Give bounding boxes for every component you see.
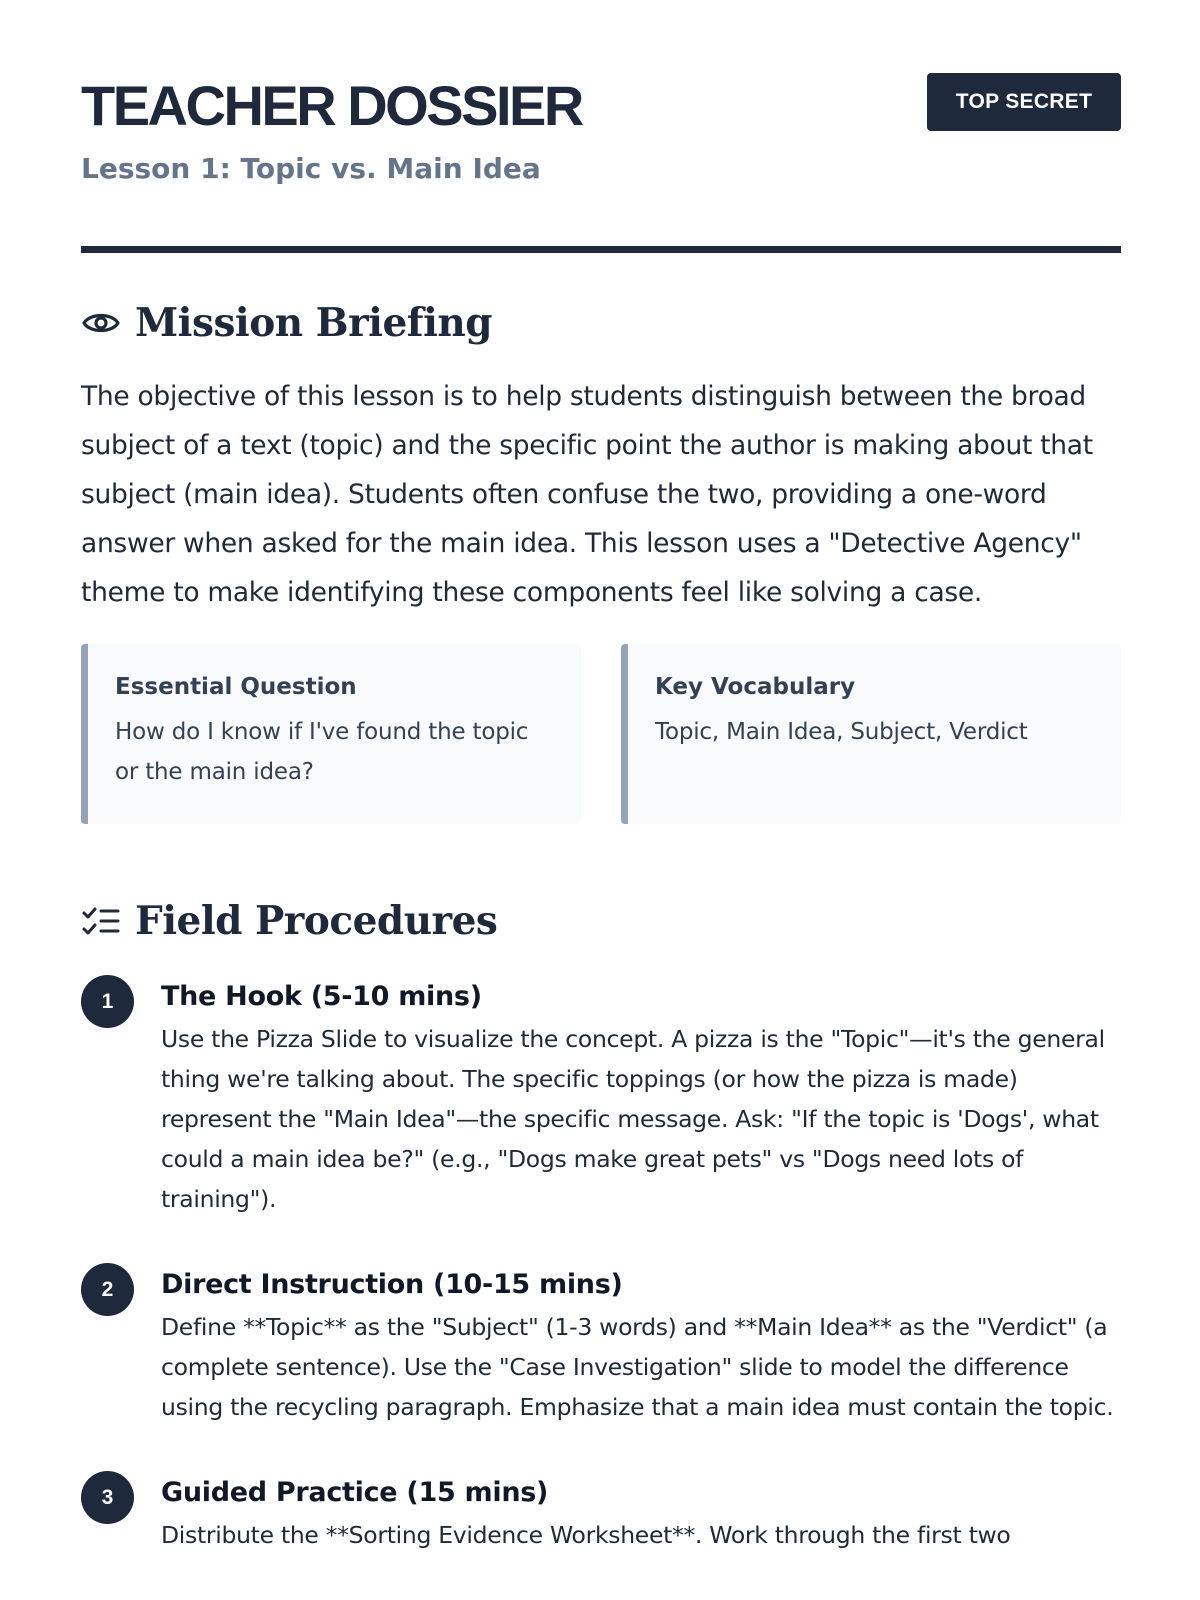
essential-question-card xyxy=(81,644,581,824)
mission-briefing-heading-text: Mission Briefing xyxy=(135,300,493,346)
field-procedures-heading xyxy=(81,896,497,946)
card-body: Topic, Main Idea, Subject, Verdict xyxy=(655,719,1028,745)
mission-briefing-text: The objective of this lesson is to help students distinguish between the broad subject of a text (topic) and the specific point the author is making about that subject (main idea). Students often confuse the two, providing a one-word answer when asked for the main idea. This lesson uses a "Detective Agency" theme to make identifying these components feel like solving a case. xyxy=(81,381,1093,608)
key-vocabulary-card xyxy=(621,644,1121,824)
mission-briefing-heading xyxy=(81,298,492,348)
step-title: The Hook (5-10 mins) xyxy=(161,981,482,1012)
checklist-icon xyxy=(81,901,121,941)
dossier-page xyxy=(81,0,1121,1549)
field-procedures-heading-text: Field Procedures xyxy=(135,898,498,944)
procedure-steps xyxy=(81,975,1126,1599)
step-description: Define **Topic** as the "Subject" (1-3 words) and **Main Idea** as the "Verdict" (a complete sentence). Use the "Case Investigation" slide to model the difference using the recycling paragraph. Emphasize that a main idea must contain the topic. xyxy=(161,1313,1114,1421)
step-description: Distribute the **Sorting Evidence Worksheet**. Work through the first two xyxy=(161,1521,1011,1549)
page-title: TEACHER DOSSIER xyxy=(81,74,582,137)
card-title: Essential Question xyxy=(115,674,357,700)
procedure-step xyxy=(81,975,1126,1219)
lesson-subtitle: Lesson 1: Topic vs. Main Idea xyxy=(81,152,541,185)
card-title: Key Vocabulary xyxy=(655,674,856,700)
info-cards xyxy=(81,644,1121,824)
step-title: Direct Instruction (10-15 mins) xyxy=(161,1269,623,1300)
step-number-badge: 2 xyxy=(81,1263,134,1316)
dossier-header xyxy=(81,0,1121,253)
card-body: How do I know if I've found the topic or the main idea? xyxy=(115,719,529,785)
step-number-badge: 1 xyxy=(81,975,134,1028)
step-number-badge: 3 xyxy=(81,1471,134,1524)
eye-icon xyxy=(81,303,121,343)
step-title: Guided Practice (15 mins) xyxy=(161,1477,549,1508)
procedure-step xyxy=(81,1263,1126,1427)
procedure-step xyxy=(81,1471,1126,1555)
top-secret-badge: TOP SECRET xyxy=(927,73,1121,131)
step-description: Use the Pizza Slide to visualize the concept. A pizza is the "Topic"—it's the general thing we're talking about. The specific toppings (or how the pizza is made) represent the "Main Idea"—the specific message. Ask: "If the topic is 'Dogs', what could a main idea be?" (e.g., "Dogs make great pets" vs "Dogs need lots of training"). xyxy=(161,1025,1105,1213)
